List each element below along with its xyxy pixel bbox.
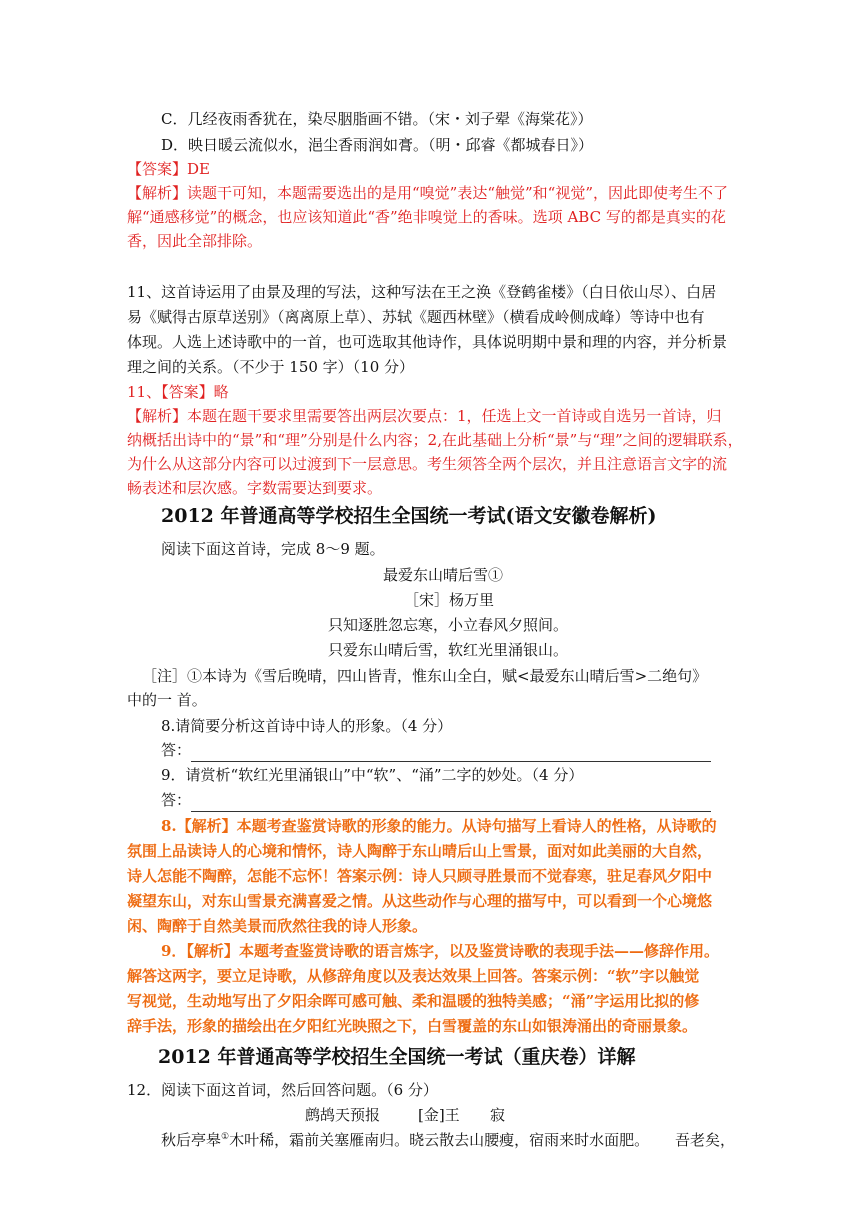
q11-analysis-line: 畅表述和层次感。字数需要达到要求。 [127, 479, 383, 497]
option-d: D．映日暖云流似水，浥尘香雨润如膏。（明・邱睿《都城春日》） [161, 136, 594, 154]
q11-analysis-line: 纳概括出诗中的“景”和“理”分别是什么内容；2,在此基础上分析“景”与“理”之间的逻辑联系， [127, 431, 743, 449]
poem-line: 只知逐胜忽忘寒，小立春风夕照间。 [328, 616, 569, 634]
q11-line: 易《赋得古原草送别》（离离原上草）、苏轼《题西林壁》（横看成岭侧成峰）等诗中也有 [127, 308, 705, 326]
analysis-9-line: 9．【解析】本题考查鉴赏诗歌的语言炼字，以及鉴赏诗歌的表现手法——修辞作用。 [161, 942, 719, 960]
analysis-9-line: 辞手法，形象的描绘出在夕阳红光映照之下，白雪覆盖的东山如银涛涌出的奇丽景象。 [127, 1017, 698, 1035]
anhui-intro: 阅读下面这首诗，完成 8～9 题。 [161, 540, 385, 558]
ci-author: [金]王 [418, 1106, 460, 1124]
ci-text: 秋后亭皋 [161, 1131, 222, 1149]
analysis-9-line: 写视觉，生动地写出了夕阳余晖可感可触、柔和温暖的独特美感；“涌”字运用比拟的修 [127, 992, 700, 1010]
answer-line-8 [161, 738, 711, 762]
footnote-marker: ① [221, 1132, 230, 1142]
q11-line: 体现。人选上述诗歌中的一首，也可选取其他诗作，具体说明期中景和理的内容，并分析景 [127, 333, 728, 351]
answer-top: 【答案】DE [127, 160, 210, 178]
analysis-8-line: 氛围上品读诗人的心境和情怀，诗人陶醉于东山晴后山上雪景，面对如此美丽的大自然， [127, 842, 713, 860]
question-8: 8.请简要分析这首诗中诗人的形象。（4 分） [161, 717, 453, 735]
q11-analysis-line: 为什么从这部分内容可以过渡到下一层意思。考生须答全两个层次，并且注意语言文字的流 [127, 455, 728, 473]
analysis-8-line: 凝望东山，对东山雪景充满喜爱之情。从这些动作与心理的描写中，可以看到一个心境悠 [127, 892, 713, 910]
poem-title: 最爱东山晴后雪① [383, 566, 504, 584]
analysis-top-line: 香，因此全部排除。 [127, 232, 263, 250]
ci-author-2: 寂 [490, 1106, 506, 1124]
analysis-top-line: 【解析】读题干可知，本题需要选出的是用“嗅觉”表达“触觉”和“视觉”，因此即使考生不了 [127, 184, 729, 202]
poem-note: 中的一 首。 [127, 691, 207, 709]
q11-line: 理之间的关系。（不少于 150 字）（10 分） [127, 358, 415, 376]
answer-blank-8 [191, 745, 711, 762]
option-c: C．几经夜雨香犹在，染尽胭脂画不错。（宋・刘子翚《海棠花》） [161, 110, 593, 128]
chongqing-heading: 2012 年普通高等学校招生全国统一考试（重庆卷）详解 [158, 1046, 636, 1068]
ci-line [161, 1128, 649, 1152]
analysis-top-line: 解“通感移觉”的概念，也应该知道此“香”绝非嗅觉上的香味。选项 ABC 写的都是真实的花 [127, 208, 726, 226]
answer-label: 答： [161, 741, 192, 759]
analysis-8-line: 诗人怎能不陶醉，怎能不忘怀！答案示例：诗人只顾寻胜景而不觉春寒，驻足春风夕阳中 [127, 867, 713, 885]
answer-label: 答： [161, 791, 192, 809]
q11-analysis-line: 【解析】本题在题干要求里需要答出两层次要点：1，任选上文一首诗或自选另一首诗，归 [127, 407, 722, 425]
analysis-8-line: 闲、陶醉于自然美景而欣然往我的诗人形象。 [127, 917, 428, 935]
poem-note: ［注］①本诗为《雪后晚晴，四山皆青，惟东山全白，赋<最爱东山晴后雪>二绝句》 [142, 667, 708, 685]
answer-line-9 [161, 788, 711, 812]
question-12: 12．阅读下面这首词，然后回答问题。（6 分） [127, 1081, 438, 1099]
analysis-9-line: 解答这两字，要立足诗歌，从修辞角度以及表达效果上回答。答案示例：“软”字以触觉 [127, 967, 700, 985]
ci-line-end: 吾老矣， [675, 1131, 736, 1149]
poem-line: 只爱东山晴后雪，软红光里涌银山。 [328, 641, 569, 659]
q11-line: 11、这首诗运用了由景及理的写法，这种写法在王之涣《登鹤雀楼》（白日依山尽）、白居 [127, 283, 717, 301]
ci-text: 木叶稀，霜前关塞雁南归。晓云散去山腰瘦，宿雨来时水面肥。 [229, 1131, 650, 1149]
anhui-heading: 2012 年普通高等学校招生全国统一考试(语文安徽卷解析) [161, 505, 657, 527]
poem-author: ［宋］杨万里 [404, 591, 495, 609]
answer-blank-9 [191, 795, 711, 812]
question-9: 9．请赏析“软红光里涌银山”中“软”、“涌”二字的妙处。（4 分） [161, 766, 584, 784]
q11-answer: 11、【答案】略 [127, 383, 229, 401]
analysis-8-line: 8.【解析】本题考查鉴赏诗歌的形象的能力。从诗句描写上看诗人的性格，从诗歌的 [161, 817, 717, 835]
ci-title: 鹧鸪天预报 [305, 1106, 381, 1124]
